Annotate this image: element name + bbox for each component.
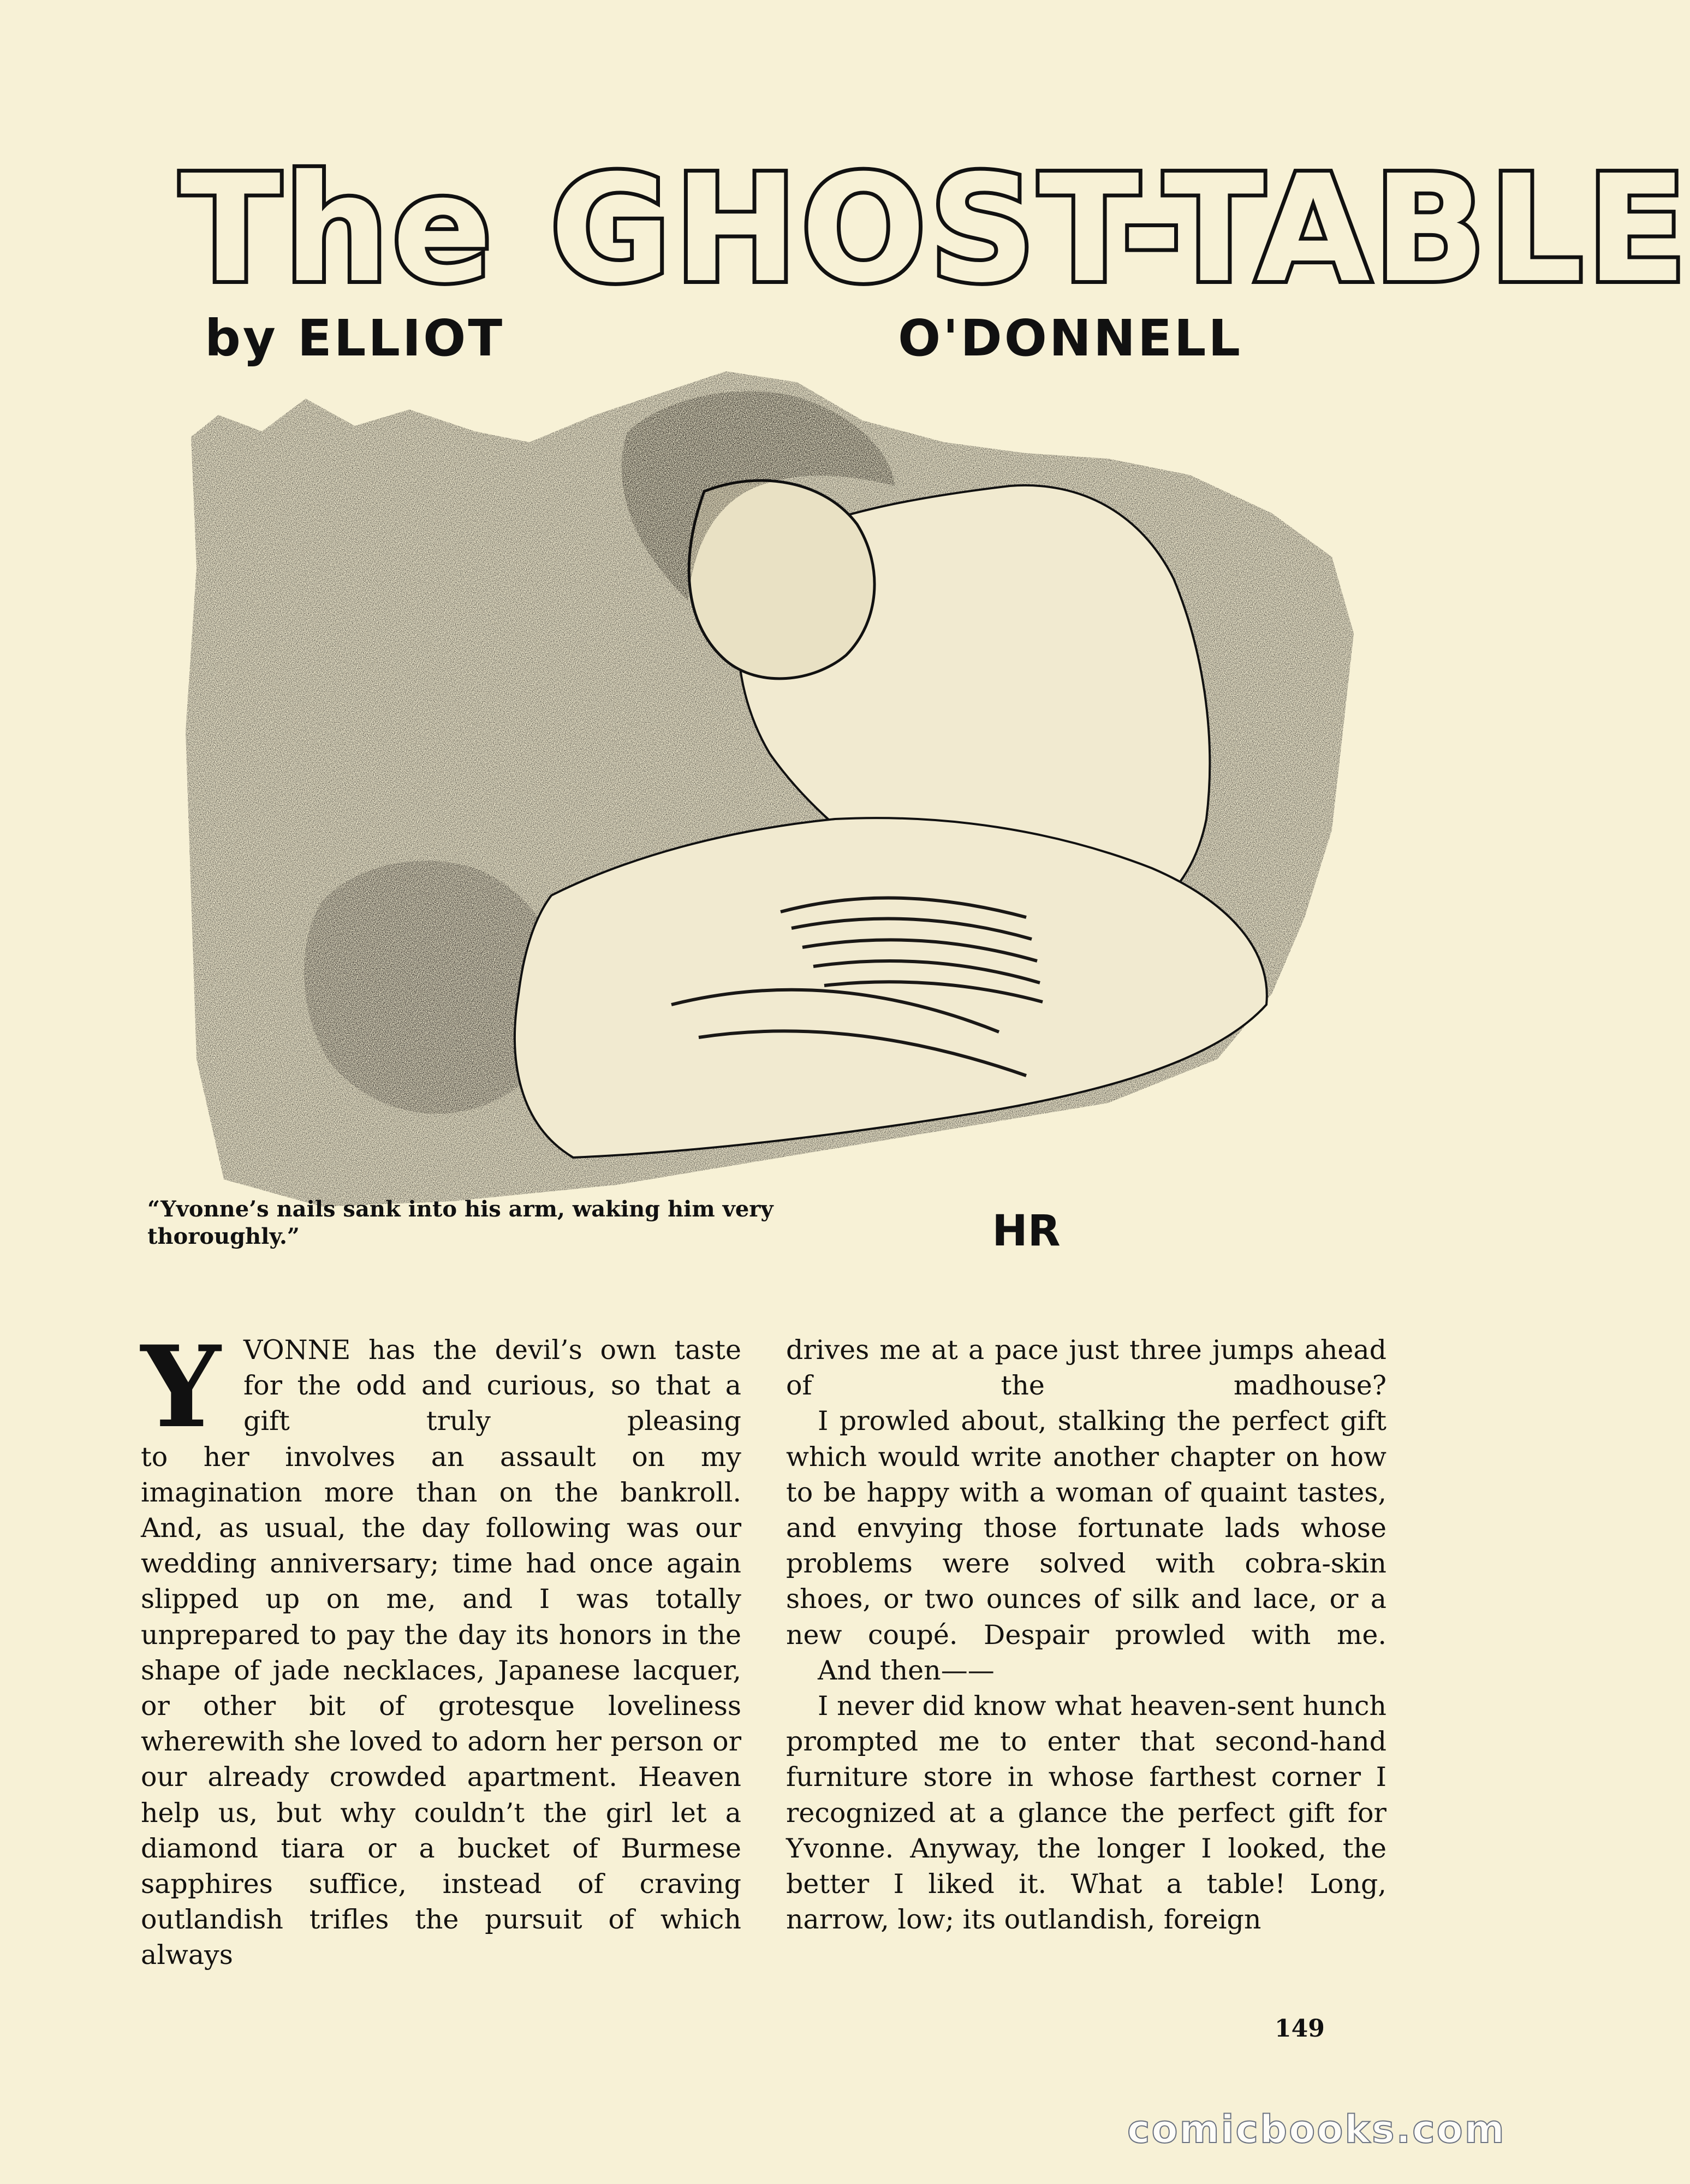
text-column-left: [141, 1322, 741, 2015]
opening-paragraph-start: VONNE has the devil’s own taste for the odd and curious, so that a gift truly pleasing: [243, 1334, 741, 1437]
byline-author-last: O'DONNELL: [898, 309, 1243, 367]
illustration-drawing: [180, 349, 1365, 1250]
paragraph-prowled: I prowled about, stalking the perfect gift which would write another chapter on how to be happy with a woman of quaint tastes, and envying those fortunate lads whose problems were solved with cobra-skin shoes, or two ounces of silk and lace, or a new coupé. Despair prowled with me.: [786, 1405, 1386, 1651]
artist-signature: HR: [992, 1207, 1061, 1256]
paragraph-continued: drives me at a pace just three jumps ahead of the madhouse?: [786, 1334, 1386, 1402]
story-title: The GHOST-TABLE: [180, 143, 1690, 315]
paragraph-and-then: And then——: [818, 1654, 995, 1686]
byline-author-first: by ELLIOT: [205, 309, 505, 367]
page-number: 149: [1275, 2015, 1325, 2043]
drop-cap: Y: [141, 1322, 221, 1453]
text-column-right: [786, 1332, 1386, 2015]
illustration-caption: “Yvonne’s nails sank into his arm, waking him very thoroughly.”: [147, 1196, 773, 1249]
paragraph-hunch: I never did know what heaven-sent hunch prompted me to enter that second-hand furniture store in whose farthest corner I recognized at a glance the perfect gift for Yvonne. Anyway, the longer I looked, the better I liked it. What a table! Long, narrow, low; its outlandish, foreign: [786, 1690, 1386, 1936]
bed-sheets-shape: [515, 818, 1267, 1158]
watermark-logo: comicbooks.com: [1127, 2107, 1506, 2152]
opening-paragraph-rest: to her involves an assault on my imagination more than on the bankroll. And, as usual, the day following was our wedding anniversary; time had once again slipped up on me, and I was totally unprepared to pay the day its honors in the shape of jade necklaces, Japanese lacquer, or other bit of grotesque loveliness wherewith she loved to adorn her person or our already crowded apartment. Heaven help us, but why couldn’t the girl let a diamond tiara or a bucket of Burmese sapphires suffice, instead of craving outlandish trifles the pursuit of which always: [141, 1441, 741, 1971]
story-illustration: [180, 349, 1365, 1250]
